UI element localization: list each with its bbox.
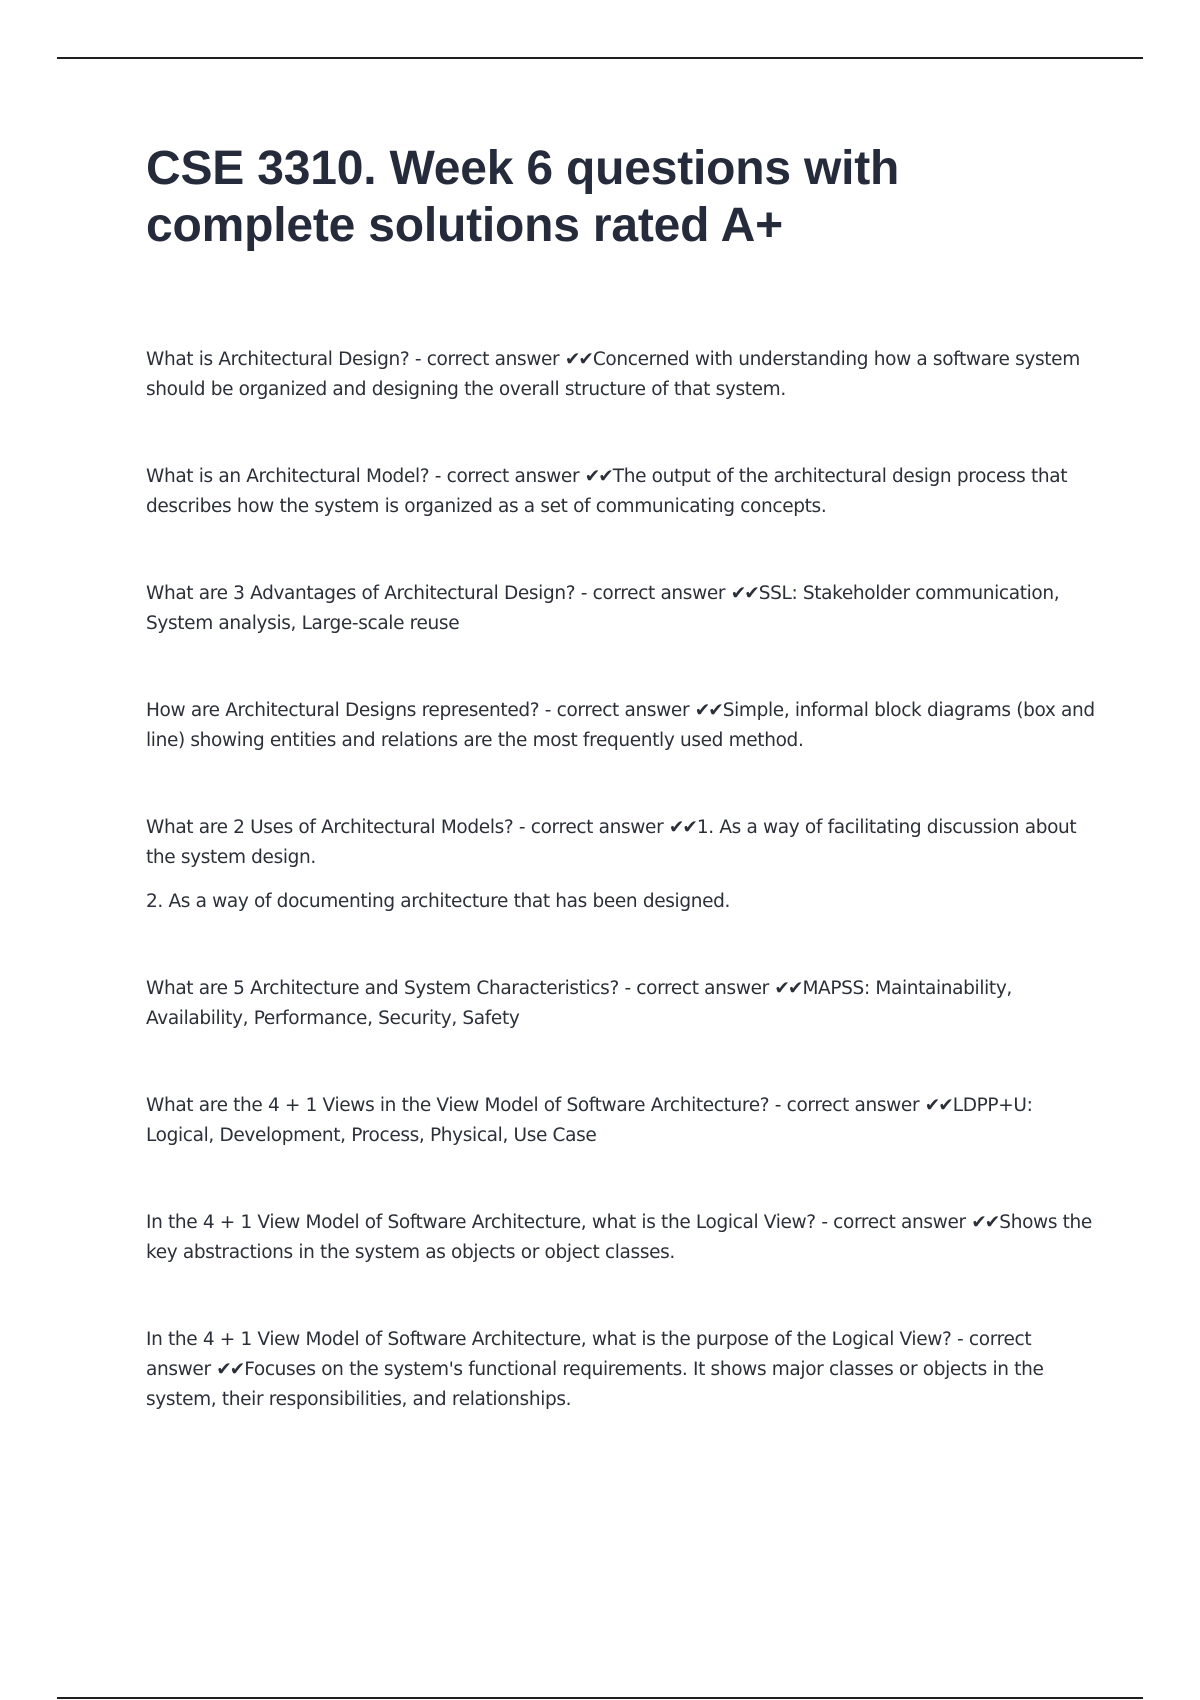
correct-answer-separator: - correct answer — [434, 466, 580, 487]
qa-item — [146, 462, 1096, 522]
double-check-icon: ✔✔ — [971, 1212, 999, 1233]
double-check-icon: ✔✔ — [564, 349, 592, 370]
correct-answer-separator: - correct answer — [414, 349, 560, 370]
answer-continuation — [146, 887, 1096, 917]
question-paragraph — [146, 1208, 1096, 1268]
question-paragraph — [146, 1325, 1096, 1415]
correct-answer-separator: - correct answer — [580, 583, 726, 604]
answer-text: Shows the key abstractions in the system as objects or object classes. — [146, 1212, 1092, 1263]
double-check-icon: ✔✔ — [730, 583, 758, 604]
double-check-icon: ✔✔ — [774, 978, 802, 999]
bottom-rule — [57, 1697, 1143, 1699]
question-text: In the 4 + 1 View Model of Software Architecture, what is the Logical View? — [146, 1212, 816, 1233]
question-text: What are the 4 + 1 Views in the View Model of Software Architecture? — [146, 1095, 770, 1116]
question-text: In the 4 + 1 View Model of Software Architecture, what is the purpose of the Logical View? — [146, 1329, 952, 1350]
question-text: What are 3 Advantages of Architectural Design? — [146, 583, 576, 604]
answer-text: 2. As a way of documenting architecture that has been designed. — [146, 891, 731, 912]
question-paragraph — [146, 1091, 1096, 1151]
correct-answer-separator: - correct answer — [518, 817, 664, 838]
document-page — [146, 140, 1096, 1410]
answer-text: Focuses on the system's functional requirements. It shows major classes or objects in the system, their responsibilities, and relationships. — [146, 1359, 1044, 1410]
qa-item — [146, 974, 1096, 1034]
answer-text: SSL: Stakeholder communication, System analysis, Large-scale reuse — [146, 583, 1060, 634]
correct-answer-separator: - correct answer — [544, 700, 690, 721]
question-text: What is an Architectural Model? — [146, 466, 430, 487]
question-paragraph — [146, 462, 1096, 522]
top-rule — [57, 57, 1143, 59]
qa-item — [146, 579, 1096, 639]
answer-text: Simple, informal block diagrams (box and line) showing entities and relations are the most frequently used method. — [146, 700, 1095, 751]
question-text: How are Architectural Designs represented? — [146, 700, 540, 721]
question-text: What are 2 Uses of Architectural Models? — [146, 817, 514, 838]
double-check-icon: ✔✔ — [584, 466, 612, 487]
question-text: What are 5 Architecture and System Characteristics? — [146, 978, 619, 999]
qa-item — [146, 813, 1096, 917]
qa-item — [146, 1325, 1096, 1415]
document-title: CSE 3310. Week 6 questions with complete solutions rated A+ — [146, 142, 900, 252]
double-check-icon: ✔✔ — [216, 1359, 244, 1380]
answer-text: MAPSS: Maintainability, Availability, Performance, Security, Safety — [146, 978, 1012, 1029]
qa-item — [146, 345, 1096, 405]
double-check-icon: ✔✔ — [694, 700, 722, 721]
qa-item — [146, 1091, 1096, 1151]
answer-text: Concerned with understanding how a software system should be organized and designing the overall structure of that system. — [146, 349, 1080, 400]
qa-list — [146, 345, 1096, 1472]
question-paragraph — [146, 345, 1096, 405]
qa-item — [146, 696, 1096, 756]
question-paragraph — [146, 579, 1096, 639]
question-paragraph — [146, 974, 1096, 1034]
correct-answer-separator: - correct answer — [821, 1212, 966, 1233]
question-paragraph — [146, 813, 1096, 873]
qa-item — [146, 1208, 1096, 1268]
question-text: What is Architectural Design? — [146, 349, 410, 370]
correct-answer-separator: - correct answer — [624, 978, 769, 999]
double-check-icon: ✔✔ — [668, 817, 696, 838]
correct-answer-separator: - correct answer — [774, 1095, 920, 1116]
answer-text: 1. As a way of facilitating discussion about the system design. — [146, 817, 1077, 868]
answer-text: The output of the architectural design process that describes how the system is organized as a set of communicating concepts. — [146, 466, 1068, 517]
double-check-icon: ✔✔ — [924, 1095, 952, 1116]
question-paragraph — [146, 696, 1096, 756]
answer-text: LDPP+U: Logical, Development, Process, Physical, Use Case — [146, 1095, 1033, 1146]
correct-answer-separator: - correct answer — [146, 1329, 1032, 1380]
